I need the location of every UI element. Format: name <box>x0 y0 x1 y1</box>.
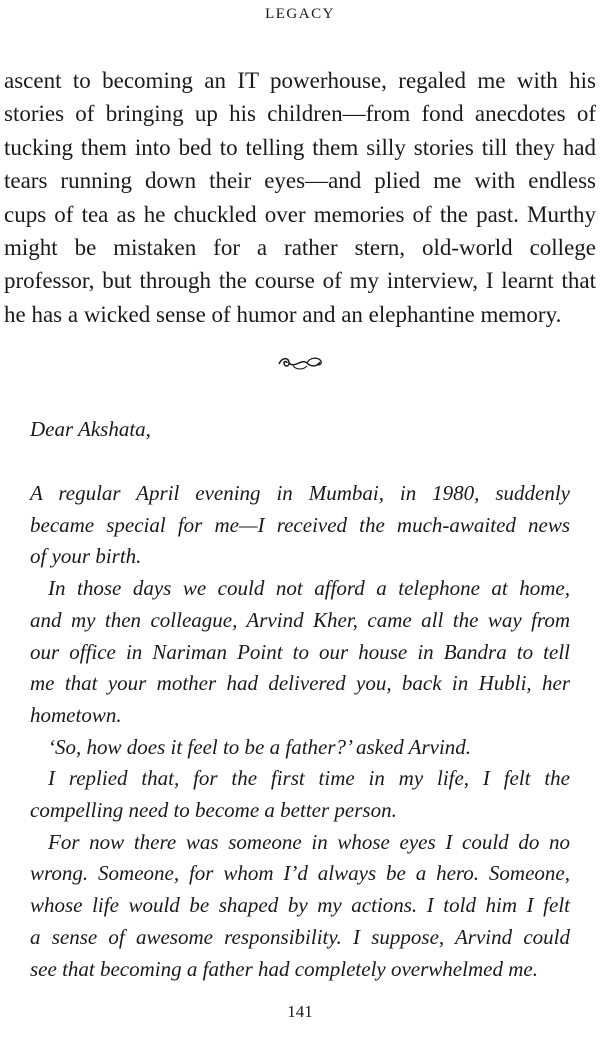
letter-line: I replied that, for the first time in my life, I felt the <box>48 766 570 791</box>
letter-line: A regular April evening in Mumbai, in 1980, suddenly <box>30 481 570 505</box>
letter-line: wrong. Someone, for whom I’d always be a hero. Someone, <box>30 861 570 886</box>
letter-line: me that your mother had delivered you, back in Hubli, her <box>30 671 570 696</box>
text-line: tears running down their eyes—and plied me with endless <box>4 168 596 194</box>
letter-line: a sense of awesome responsibility. I suppose, Arvind could <box>30 924 570 949</box>
text-line: ascent to becoming an IT powerhouse, regaled me with his <box>4 68 596 93</box>
text-line: tucking them into bed to telling them silly stories till they had <box>4 134 596 160</box>
running-head: LEGACY <box>265 6 335 22</box>
letter-body <box>30 478 570 985</box>
intro-paragraph <box>4 64 596 331</box>
letter-line: became special for me—I received the much-awaited news <box>30 512 570 537</box>
letter-line: For now there was someone in whose eyes I could do no <box>48 829 570 854</box>
text-line: he has a wicked sense of humor and an elephantine memory. <box>4 301 562 327</box>
text-line: might be mistaken for a rather stern, old-world college <box>4 235 596 261</box>
letter-line: compelling need to become a better person. <box>30 798 397 823</box>
scroll-flourish-icon <box>276 352 324 374</box>
letter-line: our office in Nariman Point to our house in Bandra to tell <box>30 639 570 664</box>
letter-line: In those days we could not afford a telephone at home, <box>48 576 570 601</box>
letter-line: whose life would be shaped by my actions. I told him I felt <box>30 893 570 918</box>
text-line: professor, but through the course of my interview, I learnt that <box>4 268 596 294</box>
letter-line: of your birth. <box>30 544 142 569</box>
letter-line: hometown. <box>30 702 122 727</box>
letter-line: and my then colleague, Arvind Kher, came all the way from <box>30 607 570 632</box>
page-number: 141 <box>287 1002 313 1021</box>
text-line: stories of bringing up his children—from fond anecdotes of <box>4 101 596 127</box>
text-line: cups of tea as he chuckled over memories of the past. Murthy <box>4 201 596 227</box>
letter-line: ‘So, how does it feel to be a father?’ asked Arvind. <box>48 734 472 759</box>
salutation: Dear Akshata, <box>30 417 151 441</box>
letter-line: see that becoming a father had completely overwhelmed me. <box>30 956 538 981</box>
